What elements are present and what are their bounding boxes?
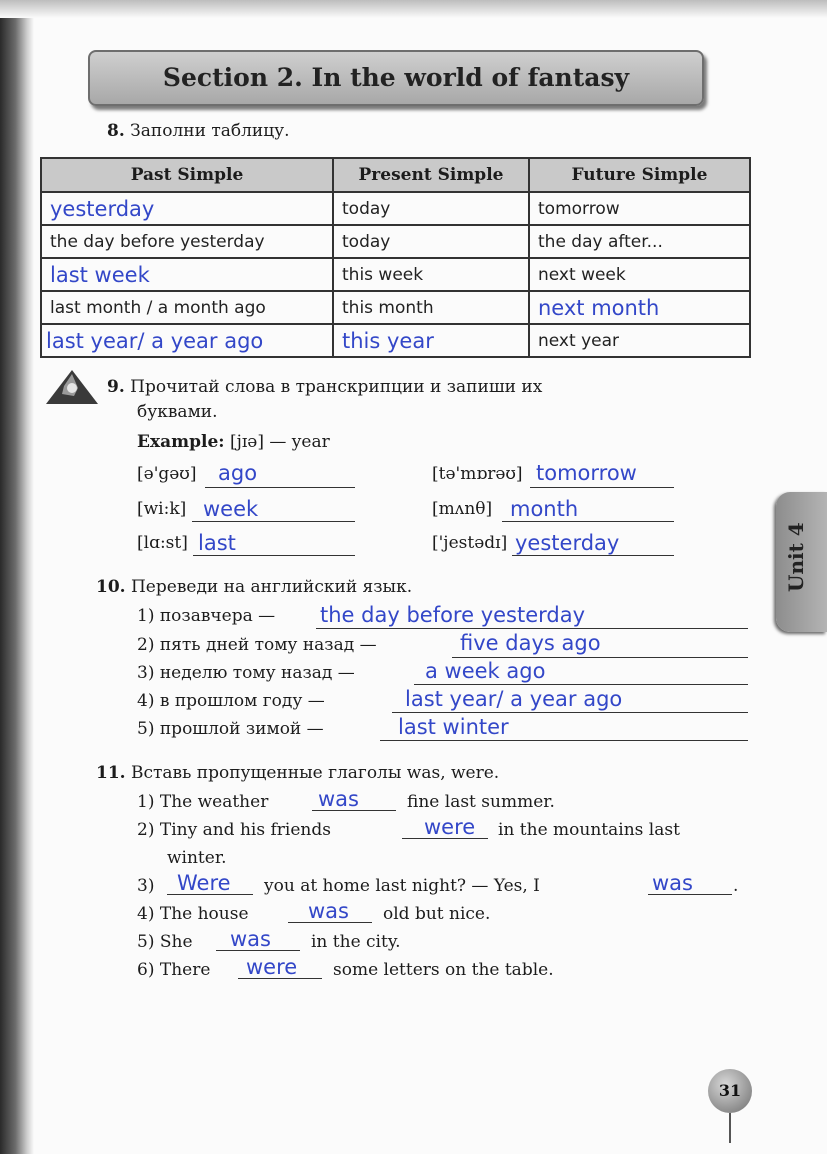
task9-example	[137, 432, 330, 452]
cell-past: the day before yesterday	[41, 225, 333, 258]
header-future-simple: Future Simple	[529, 158, 750, 192]
sentence-1-end: fine last summer.	[407, 792, 555, 812]
answer-line	[392, 712, 748, 713]
reading-star-icon	[44, 366, 100, 406]
answer-line	[414, 684, 748, 685]
translate-prompt: 2) пять дней тому назад —	[137, 635, 377, 655]
page-top-shadow	[0, 0, 827, 18]
table-row	[41, 324, 750, 357]
unit-label: Unit 4	[784, 522, 808, 592]
translate-prompt: 4) в прошлом году —	[137, 691, 325, 711]
answer-line	[192, 521, 355, 522]
blank-answer[interactable]: was	[308, 899, 349, 923]
task10-heading	[96, 577, 412, 597]
task9-instruction-line1: Прочитай слова в транскрипции и запиши их	[130, 377, 543, 397]
sentence-6-end: some letters on the table.	[333, 960, 554, 980]
transcription-answer[interactable]: tomorrow	[536, 461, 637, 485]
answer-line	[502, 521, 674, 522]
task10-instruction: Переведи на английский язык.	[130, 577, 413, 597]
blank-answer[interactable]: Were	[177, 871, 231, 895]
tense-table	[40, 157, 751, 358]
cell-future-answer[interactable]: next month	[529, 291, 750, 324]
task8-heading	[107, 121, 290, 141]
cell-present: this month	[333, 291, 529, 324]
answer-line	[193, 555, 355, 556]
sentence-6-start: 6) There	[137, 960, 211, 980]
transcription-answer[interactable]: month	[510, 497, 579, 521]
page-number-balloon: 31	[708, 1069, 752, 1113]
transcription: [tə'mɒrəʊ]	[432, 464, 523, 484]
blank-answer[interactable]: were	[424, 815, 476, 839]
translate-prompt: 1) позавчера —	[137, 606, 276, 626]
cell-past: last month / a month ago	[41, 291, 333, 324]
sentence-3-end: .	[733, 876, 739, 896]
cell-past-answer[interactable]: yesterday	[41, 192, 333, 225]
translate-prompt: 3) неделю тому назад —	[137, 663, 355, 683]
balloon-string	[729, 1113, 731, 1143]
cell-present: this week	[333, 258, 529, 291]
blank-answer[interactable]: was	[652, 871, 693, 895]
translate-answer[interactable]: a week ago	[425, 659, 546, 683]
sentence-2-start: 2) Tiny and his friends	[137, 820, 331, 840]
sentence-4-start: 4) The house	[137, 904, 249, 924]
task9-instruction-line2: буквами.	[137, 402, 218, 422]
translate-answer[interactable]: the day before yesterday	[320, 603, 586, 627]
transcription: [ə'gəʊ]	[137, 464, 197, 484]
answer-line	[530, 487, 674, 488]
task11-heading	[96, 763, 499, 783]
translate-prompt: 5) прошлой зимой —	[137, 719, 324, 739]
answer-line	[452, 657, 748, 658]
cell-past-answer[interactable]: last year/ a year ago	[41, 324, 333, 357]
cell-past-answer[interactable]: last week	[41, 258, 333, 291]
sentence-4-end: old but nice.	[383, 904, 491, 924]
sentence-3-start: 3)	[137, 876, 155, 896]
task9-heading	[107, 377, 542, 397]
translate-answer[interactable]: five days ago	[460, 631, 601, 655]
translate-answer[interactable]: last winter	[398, 715, 509, 739]
example-text: [jɪə] — year	[229, 432, 330, 452]
cell-present: today	[333, 225, 529, 258]
answer-line	[380, 740, 748, 741]
transcription: [mʌnθ]	[432, 499, 493, 519]
sentence-2-end: in the mountains last	[498, 820, 680, 840]
task11-instruction: Вставь пропущенные глаголы was, were.	[130, 763, 500, 783]
cell-future: tomorrow	[529, 192, 750, 225]
sentence-2-continued: winter.	[167, 848, 227, 868]
answer-line	[512, 555, 674, 556]
answer-line	[205, 487, 355, 488]
sentence-5-end: in the city.	[311, 932, 401, 952]
cell-present: today	[333, 192, 529, 225]
example-label: Example:	[137, 432, 225, 452]
sentence-5-start: 5) She	[137, 932, 193, 952]
cell-present-answer[interactable]: this year	[333, 324, 529, 357]
transcription: [lɑ:st]	[137, 533, 188, 553]
unit-side-tab	[776, 492, 827, 632]
blank-answer[interactable]: was	[318, 787, 359, 811]
sentence-3-middle: you at home last night? — Yes, I	[264, 876, 540, 896]
answer-line	[316, 628, 748, 629]
table-row	[41, 225, 750, 258]
book-spine-shadow	[0, 0, 34, 1154]
sentence-1-start: 1) The weather	[137, 792, 269, 812]
task11-number: 11.	[96, 763, 126, 783]
translate-answer[interactable]: last year/ a year ago	[405, 687, 623, 711]
transcription-answer[interactable]: week	[203, 497, 259, 521]
transcription-answer[interactable]: yesterday	[515, 531, 620, 555]
transcription: ['jestədɪ]	[432, 533, 508, 553]
table-row	[41, 291, 750, 324]
transcription-answer[interactable]: last	[198, 531, 236, 555]
task9-number: 9.	[107, 377, 125, 397]
task8-number: 8.	[107, 121, 125, 141]
header-past-simple: Past Simple	[41, 158, 333, 192]
table-row	[41, 192, 750, 225]
section-title-banner: Section 2. In the world of fantasy	[88, 50, 704, 106]
cell-future: next week	[529, 258, 750, 291]
blank-answer[interactable]: was	[230, 927, 271, 951]
task8-instruction: Заполни таблицу.	[130, 121, 290, 141]
cell-future: the day after...	[529, 225, 750, 258]
table-header-row	[41, 158, 750, 192]
cell-future: next year	[529, 324, 750, 357]
transcription: [wi:k]	[137, 499, 187, 519]
task10-number: 10.	[96, 577, 126, 597]
transcription-answer[interactable]: ago	[218, 461, 258, 485]
blank-answer[interactable]: were	[246, 955, 298, 979]
header-present-simple: Present Simple	[333, 158, 529, 192]
table-row	[41, 258, 750, 291]
